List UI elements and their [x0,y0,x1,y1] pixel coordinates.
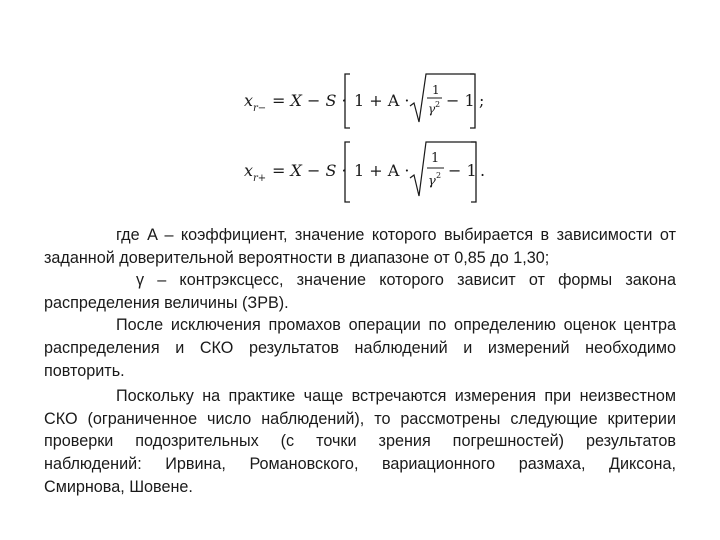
body-text [44,224,676,498]
text-line: наблюдений: Ирвина, Романовского, вариационного размаха, Диксона, [44,454,676,473]
text-line: После исключения промахов операции по определению оценок центра [116,316,676,335]
frac-denominator: γ [428,102,436,116]
formula-svg [238,140,498,210]
formula-lhs-sub: r+ [253,173,267,184]
formula-rhs: = X − S · [272,91,347,110]
formula-bracket-start: 1 + A · [354,91,410,110]
text-line: повторить. [44,361,125,380]
frac-numerator: 1 [432,83,440,97]
formula-bracket-start: 1 + A · [354,161,410,180]
text-line: распределения величины (ЗРВ). [44,293,289,312]
formula-minus-one: − 1 [446,91,475,110]
paragraph-after-outliers [44,314,676,382]
frac-denominator: γ [428,174,436,189]
formula-svg [238,70,498,140]
formula-x-r-minus [238,70,498,140]
frac-denominator-exp: 2 [436,171,442,180]
text-line: γ – контрэксцесс, значение которого зависит от формы закона [136,271,676,290]
text-line: распределения и СКО результатов наблюдений и измерений необходимо [44,338,676,357]
text-line: Смирнова, Шовене. [44,477,193,496]
frac-numerator: 1 [431,151,440,166]
formula-lhs-var: x [244,91,254,110]
text-line: Поскольку на практике чаще встречаются измерения при неизвестном [116,387,676,406]
paragraph-coefficient-a [44,224,676,269]
formula-end-punct: ; [479,91,485,110]
formula-lhs-var: x [244,161,254,180]
paragraph-criteria [44,385,676,498]
frac-denominator-exp: 2 [435,100,441,109]
formula-rhs: = X − S · [272,161,347,180]
formula-end-punct: . [480,161,486,180]
formula-minus-one: − 1 [448,161,477,180]
text-line: проверки подозрительных (с точки зрения погрешностей) результатов [44,432,676,451]
text-line: заданной доверительной вероятности в диапазоне от 0,85 до 1,30; [44,248,550,267]
text-line: СКО (ограниченное число наблюдений), то рассмотрены следующие критерии [44,409,676,428]
formula-lhs-sub: r− [253,103,267,114]
paragraph-counterexcess [44,269,676,314]
text-line: где A – коэффициент, значение которого выбирается в зависимости от [116,226,676,244]
formula-x-r-plus [238,140,498,210]
